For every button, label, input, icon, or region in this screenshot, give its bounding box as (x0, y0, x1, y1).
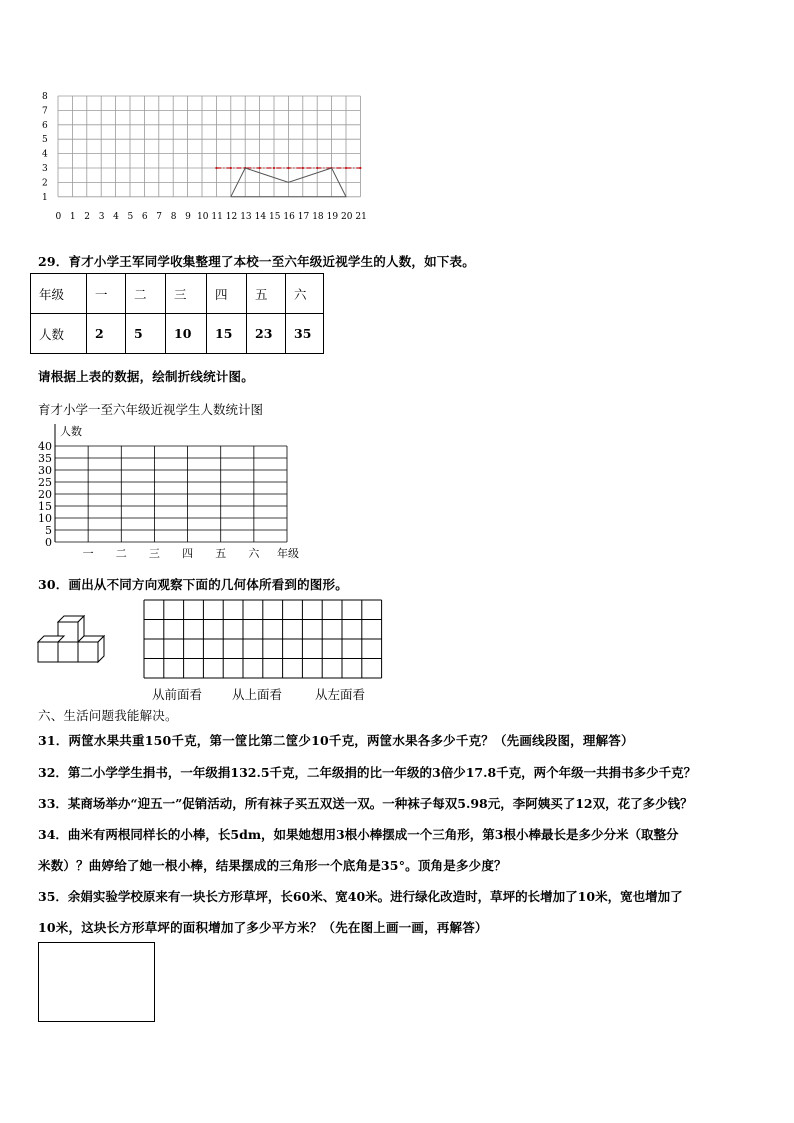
chart-x-tick: 四 (182, 547, 194, 560)
x-axis-label: 0 (55, 211, 62, 222)
y-axis-label: 1 (42, 192, 48, 203)
chart-y-tick: 5 (45, 524, 52, 537)
table-row (31, 274, 324, 314)
view-front-label: 从前面看 (152, 687, 203, 702)
dashed-line-dot (273, 167, 275, 169)
x-axis-label: 13 (240, 211, 252, 222)
dashed-line-dot (215, 167, 217, 169)
table-row (31, 314, 324, 354)
question-34-line1: 34．曲米有两根同样长的小棒，长5dm，如果她想用3根小棒摆成一个三角形，第3根小棒最长是多少分米（取整分 (38, 827, 679, 842)
chart-y-label: 人数 (60, 425, 82, 438)
y-axis-label: 2 (42, 178, 48, 189)
y-axis-label: 4 (42, 149, 48, 160)
table-cell: 15 (207, 314, 247, 354)
x-axis-label: 20 (341, 211, 353, 222)
x-axis-label: 9 (185, 211, 191, 222)
x-axis-label: 12 (225, 211, 238, 222)
question-33: 33．某商场举办“迎五一”促销活动，所有袜子买五双送一双。一种袜子每双5.98元，李阿姨买了12双，花了多少钱？ (38, 796, 693, 811)
x-axis-label: 8 (170, 211, 177, 222)
drawing-grid (143, 599, 383, 681)
y-axis-label: 8 (42, 92, 48, 102)
table-header-cell: 二 (126, 274, 166, 314)
x-axis-label: 7 (156, 211, 163, 222)
question-31: 31．两筐水果共重150千克，第一筐比第二筐少10千克，两筐水果各多少千克？（先画线段图，理解答） (38, 733, 634, 748)
chart-y-tick: 35 (38, 452, 52, 465)
question-34-line2: 米数）？曲婷给了她一根小棒，结果摆成的三角形一个底角是35°。顶角是多少度？ (38, 858, 507, 873)
x-axis-label: 21 (355, 211, 367, 222)
x-axis-label: 11 (211, 211, 223, 222)
table-cell: 2 (87, 314, 126, 354)
x-axis-label: 14 (254, 211, 267, 222)
dashed-line-dot (345, 167, 347, 169)
chart-y-tick: 30 (38, 464, 52, 477)
table-header-cell: 四 (207, 274, 247, 314)
question-30: 30．画出从不同方向观察下面的几何体所看到的图形。 (38, 577, 348, 592)
x-axis-label: 6 (141, 211, 148, 222)
y-axis-label: 3 (42, 164, 48, 174)
dashed-line-dot (287, 167, 289, 169)
table-header-cell: 五 (247, 274, 286, 314)
table-cell: 10 (166, 314, 207, 354)
chart-title: 育才小学一至六年级近视学生人数统计图 (38, 402, 264, 417)
chart-x-tick: 六 (248, 547, 260, 560)
view-left-label: 从左面看 (315, 687, 366, 702)
chart-y-tick: 10 (38, 512, 52, 525)
coordinate-grid (36, 88, 370, 228)
section-heading: 六、生活问题我能解决。 (38, 708, 178, 723)
instruction-29: 请根据上表的数据，绘制折线统计图。 (38, 369, 254, 384)
question-35-line1: 35．余娟实验学校原来有一块长方形草坪，长60米、宽40米。进行绿化改造时，草坪的长增加了10米，宽也增加了 (38, 889, 683, 904)
line-chart (30, 422, 320, 564)
x-axis-label: 4 (113, 211, 119, 222)
view-top-label: 从上面看 (232, 687, 283, 702)
dashed-line-dot (302, 167, 304, 169)
chart-y-tick: 0 (45, 536, 52, 549)
cube-solid-figure (36, 614, 108, 666)
chart-y-tick: 25 (38, 476, 52, 489)
chart-x-label: 年级 (277, 547, 299, 560)
question-32: 32．第二小学学生捐书，一年级捐132.5千克，二年级捐的比一年级的3倍少17.8千克，两个年级一共捐书多少千克？ (38, 765, 697, 780)
question-29: 29．育才小学王军同学收集整理了本校一至六年级近视学生的人数，如下表。 (38, 254, 475, 269)
chart-y-tick: 40 (38, 440, 52, 453)
x-axis-label: 1 (69, 211, 76, 222)
dashed-line-dot (359, 167, 361, 169)
x-axis-label: 5 (127, 211, 134, 222)
y-axis-label: 5 (42, 135, 48, 146)
table-cell: 人数 (31, 314, 87, 354)
x-axis-label: 10 (197, 211, 209, 222)
dashed-line-dot (316, 167, 318, 169)
y-axis-label: 7 (42, 106, 48, 117)
chart-x-tick: 五 (215, 547, 227, 560)
x-axis-label: 19 (326, 211, 339, 222)
y-axis-label: 6 (42, 120, 48, 131)
x-axis-label: 2 (84, 211, 91, 222)
x-axis-label: 17 (297, 211, 310, 222)
table-header-cell: 六 (286, 274, 324, 314)
chart-x-tick: 二 (115, 547, 127, 560)
chart-x-tick: 一 (82, 547, 94, 560)
nearsighted-table (30, 273, 324, 354)
question-35-line2: 10米，这块长方形草坪的面积增加了多少平方米？（先在图上画一画，再解答） (38, 920, 488, 935)
chart-x-tick: 三 (148, 547, 160, 560)
x-axis-label: 15 (269, 211, 281, 222)
dashed-line-dot (230, 167, 232, 169)
table-header-cell: 年级 (31, 274, 87, 314)
table-header-cell: 一 (87, 274, 126, 314)
chart-y-tick: 15 (38, 500, 52, 513)
table-cell: 35 (286, 314, 324, 354)
table-cell: 5 (126, 314, 166, 354)
table-cell: 23 (247, 314, 286, 354)
x-axis-label: 16 (283, 211, 295, 222)
x-axis-label: 3 (98, 211, 105, 222)
lawn-rectangle (38, 942, 155, 1022)
table-header-cell: 三 (166, 274, 207, 314)
x-axis-label: 18 (312, 211, 324, 222)
chart-y-tick: 20 (38, 488, 52, 501)
dashed-line-dot (259, 167, 261, 169)
